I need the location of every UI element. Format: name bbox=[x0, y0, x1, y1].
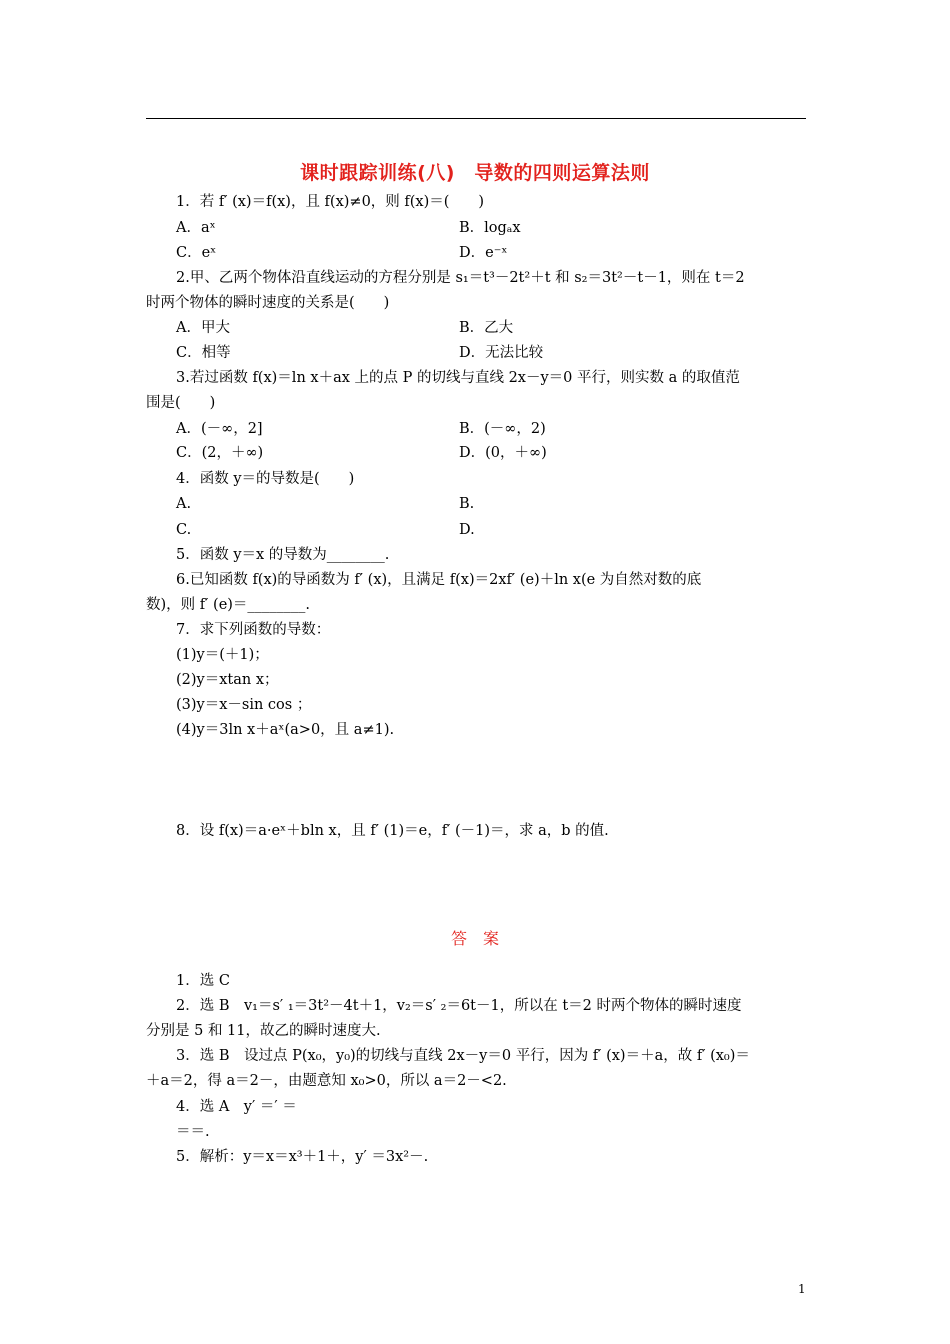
q7-part-1: (1)y＝(＋1)； bbox=[176, 647, 269, 663]
q4-option-a: A. bbox=[176, 496, 192, 512]
q7-part-3: (3)y＝x－sin cos ； bbox=[176, 697, 312, 713]
q4-option-b: B. bbox=[459, 496, 475, 512]
page-number: 1 bbox=[798, 1282, 806, 1296]
answer-3-line1: 3．选 B 设过点 P(x₀，y₀)的切线与直线 2x－y＝0 平行，因为 f′ (x)＝＋a，故 f′ (x₀)＝ bbox=[176, 1048, 750, 1064]
q2-stem-line2: 时两个物体的瞬时速度的关系是( ) bbox=[146, 295, 390, 311]
answer-3-line2: ＋a＝2，得 a＝2－，由题意知 x₀>0，所以 a＝2－<2. bbox=[146, 1073, 507, 1089]
q3-stem-line1: 3.若过函数 f(x)＝ln x＋ax 上的点 P 的切线与直线 2x－y＝0 平行，则实数 a 的取值范 bbox=[176, 370, 740, 386]
answer-5: 5．解析：y＝x＝x³＋1＋，y′ ＝3x²－. bbox=[176, 1149, 429, 1165]
q8-stem: 8．设 f(x)＝a·eˣ＋bln x，且 f′ (1)＝e，f′ (－1)＝，求 a，b 的值. bbox=[176, 823, 609, 839]
q7-part-2: (2)y＝xtan x； bbox=[176, 672, 279, 688]
q3-stem-line2: 围是( ) bbox=[146, 395, 216, 411]
answer-4-line1: 4．选 A y′ ＝′ ＝ bbox=[176, 1099, 297, 1115]
q1-option-d: D．e⁻ˣ bbox=[459, 245, 508, 261]
q7-part-4: (4)y＝3ln x＋aˣ(a>0，且 a≠1). bbox=[176, 722, 395, 738]
answer-2-line2: 分别是 5 和 11，故乙的瞬时速度大. bbox=[146, 1023, 381, 1039]
q4-stem: 4．函数 y＝的导数是( ) bbox=[176, 471, 355, 487]
q3-option-d: D．(0，＋∞) bbox=[459, 445, 547, 461]
q4-option-c: C. bbox=[176, 522, 192, 538]
q2-option-c: C．相等 bbox=[176, 345, 231, 361]
page-title: 课时跟踪训练(八) 导数的四则运算法则 bbox=[300, 162, 650, 184]
q6-stem-line1: 6.已知函数 f(x)的导函数为 f′ (x)，且满足 f(x)＝2xf′ (e)＋ln x(e 为自然对数的底 bbox=[176, 572, 702, 588]
answers-heading: 答 案 bbox=[450, 929, 499, 948]
q4-option-d: D. bbox=[459, 522, 475, 538]
answer-2-line1: 2．选 B v₁＝s′ ₁＝3t²－4t＋1，v₂＝s′ ₂＝6t－1，所以在 t＝2 时两个物体的瞬时速度 bbox=[176, 998, 742, 1014]
q6-stem-line2: 数)，则 f′ (e)＝________. bbox=[146, 597, 311, 613]
q3-option-c: C．(2，＋∞) bbox=[176, 445, 264, 461]
answer-1: 1．选 C bbox=[176, 973, 230, 989]
header-rule bbox=[146, 118, 806, 119]
q3-option-a: A．(－∞，2] bbox=[176, 421, 263, 437]
q1-option-c: C．eˣ bbox=[176, 245, 217, 261]
answer-4-line2: ＝＝. bbox=[176, 1124, 210, 1140]
q1-option-b: B．logₐx bbox=[459, 220, 521, 236]
q5-stem: 5．函数 y＝x 的导数为________. bbox=[176, 547, 390, 563]
q2-stem-line1: 2.甲、乙两个物体沿直线运动的方程分别是 s₁＝t³－2t²＋t 和 s₂＝3t²－t－1，则在 t＝2 bbox=[176, 270, 745, 286]
q2-option-b: B．乙大 bbox=[459, 320, 514, 336]
q3-option-b: B．(－∞，2) bbox=[459, 421, 546, 437]
q2-option-a: A．甲大 bbox=[176, 320, 230, 336]
q2-option-d: D．无法比较 bbox=[459, 345, 544, 361]
q1-option-a: A．aˣ bbox=[176, 220, 216, 236]
q1-stem: 1．若 f′ (x)＝f(x)，且 f(x)≠0，则 f(x)＝( ) bbox=[176, 194, 485, 210]
q7-stem: 7．求下列函数的导数： bbox=[176, 622, 331, 638]
